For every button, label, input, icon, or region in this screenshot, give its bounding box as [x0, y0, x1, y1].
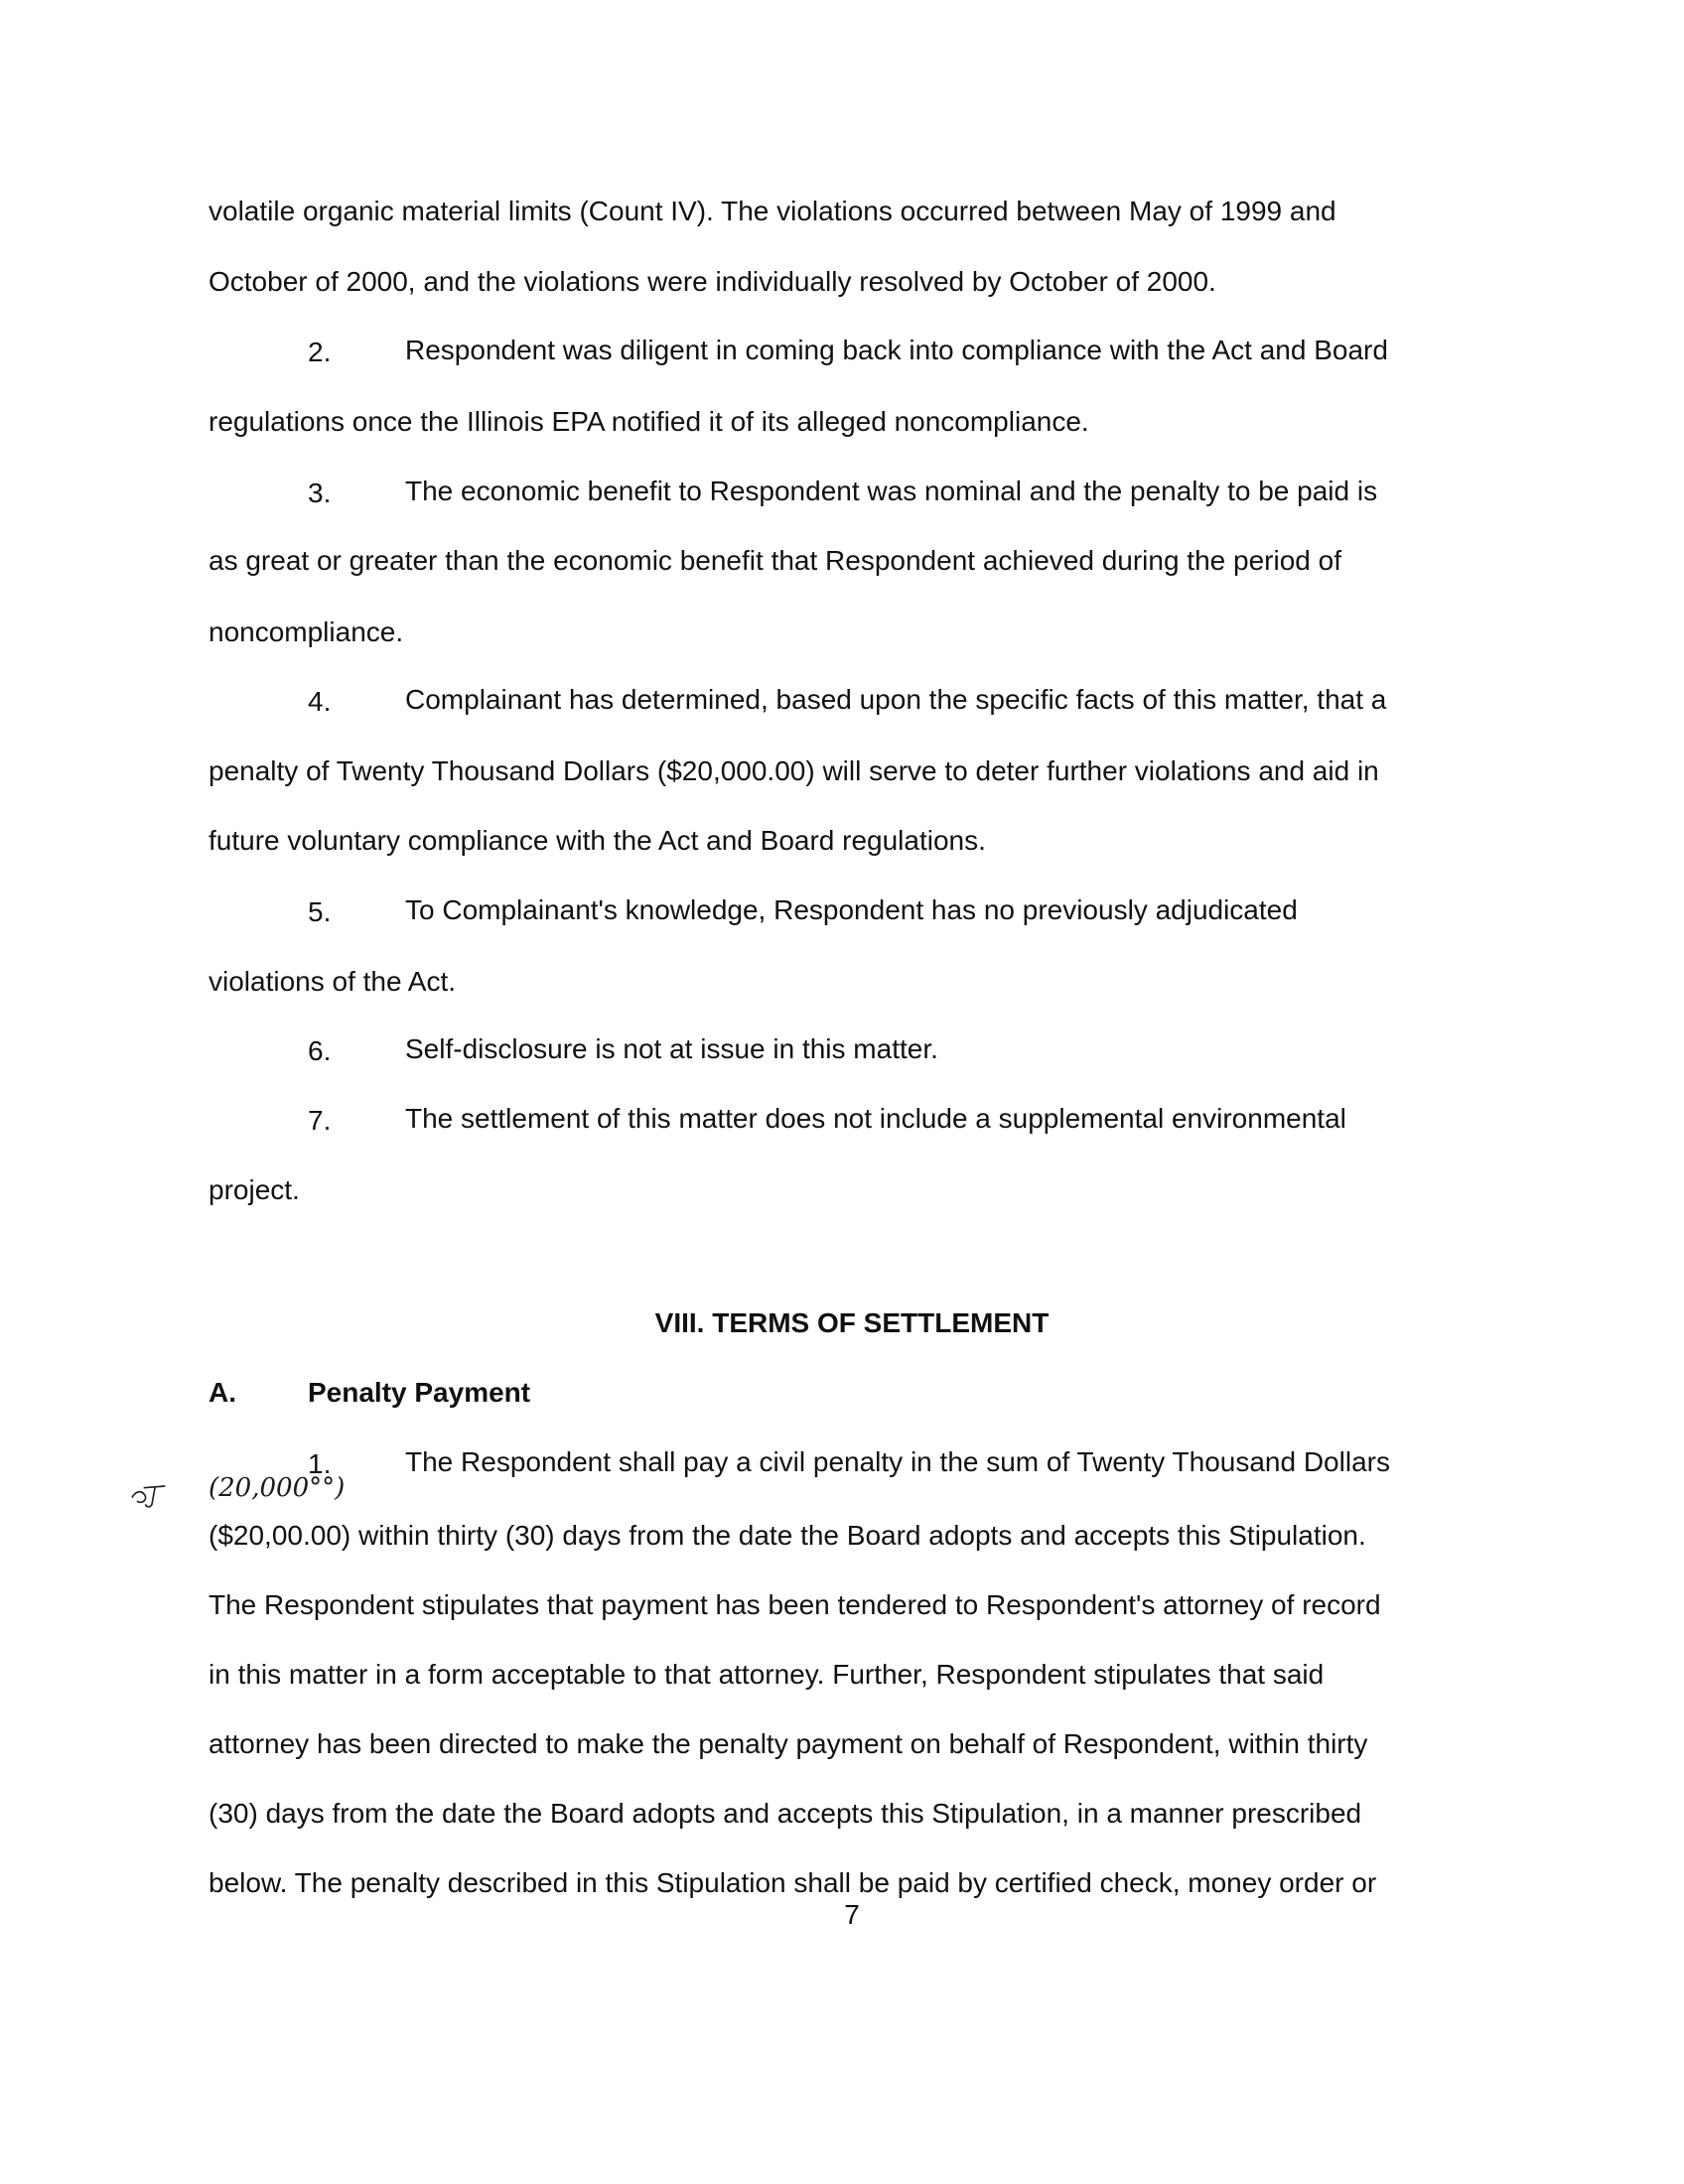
body-line: future voluntary compliance with the Act and Board regulations.: [209, 825, 986, 856]
page-number: 7: [844, 1899, 860, 1930]
paragraph-number: 1.: [308, 1448, 332, 1479]
body-line: penalty of Twenty Thousand Dollars ($20,000.00) will serve to deter further violations and aid in: [209, 755, 1379, 786]
body-line: Complainant has determined, based upon the specific facts of this matter, that a: [405, 684, 1387, 715]
handwritten-initials-mark: [127, 1479, 177, 1513]
body-line: project.: [209, 1174, 300, 1205]
body-line: (30) days from the date the Board adopts and accepts this Stipulation, in a manner prescribed: [209, 1798, 1362, 1829]
paragraph-number: 4.: [308, 686, 332, 717]
body-line: volatile organic material limits (Count IV). The violations occurred between May of 1999 and: [209, 196, 1336, 226]
body-line: October of 2000, and the violations were individually resolved by October of 2000.: [209, 266, 1216, 297]
paragraph-number: 6.: [308, 1035, 332, 1066]
body-line: attorney has been directed to make the penalty payment on behalf of Respondent, within thirty: [209, 1728, 1368, 1759]
paragraph-number: 2.: [308, 337, 332, 367]
body-line: The Respondent shall pay a civil penalty in the sum of Twenty Thousand Dollars: [405, 1446, 1390, 1477]
body-line: The settlement of this matter does not include a supplemental environmental: [405, 1103, 1346, 1134]
body-line: regulations once the Illinois EPA notified it of its alleged noncompliance.: [209, 406, 1089, 437]
body-line: below. The penalty described in this Stipulation shall be paid by certified check, money order or: [209, 1867, 1377, 1898]
subsection-letter: A.: [209, 1377, 236, 1408]
paragraph-number: 7.: [308, 1105, 332, 1136]
body-line: The Respondent stipulates that payment has been tendered to Respondent's attorney of record: [209, 1589, 1381, 1620]
body-line: Respondent was diligent in coming back into compliance with the Act and Board: [405, 335, 1388, 365]
body-line: To Complainant's knowledge, Respondent has no previously adjudicated: [405, 894, 1298, 925]
handwritten-amount-annotation: (20,000°°): [209, 1473, 346, 1503]
body-line: ($20,00.00) within thirty (30) days from the date the Board adopts and accepts this Stipulation.: [209, 1520, 1366, 1551]
body-line: The economic benefit to Respondent was nominal and the penalty to be paid is: [405, 476, 1378, 506]
body-line: Self-disclosure is not at issue in this matter.: [405, 1033, 938, 1064]
paragraph-number: 3.: [308, 478, 332, 508]
body-line: violations of the Act.: [209, 966, 457, 997]
body-line: noncompliance.: [209, 616, 404, 647]
section-heading: VIII. TERMS OF SETTLEMENT: [654, 1307, 1050, 1338]
subsection-title: Penalty Payment: [308, 1377, 531, 1408]
body-line: as great or greater than the economic benefit that Respondent achieved during the period of: [209, 545, 1341, 576]
paragraph-number: 5.: [308, 896, 332, 927]
body-line: in this matter in a form acceptable to that attorney. Further, Respondent stipulates that said: [209, 1659, 1325, 1690]
